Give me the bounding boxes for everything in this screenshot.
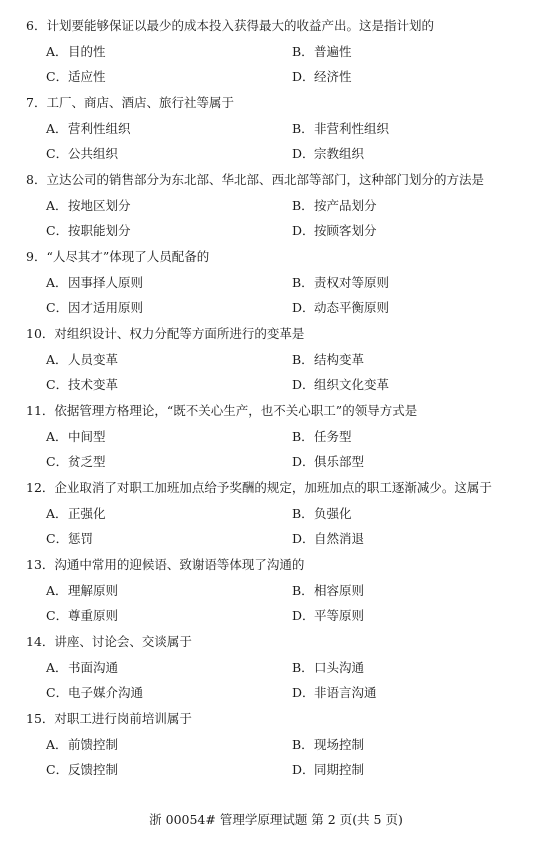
option-letter: D． [292, 300, 315, 315]
answer-option [46, 300, 143, 316]
option-letter: B． [292, 659, 314, 675]
option-letter: D． [292, 454, 315, 469]
option-letter: D． [292, 762, 315, 777]
option-letter: A． [46, 505, 68, 521]
option-text: 平等原则 [314, 608, 365, 623]
option-letter: C． [46, 300, 69, 315]
option-letter: A． [46, 197, 68, 213]
option-text: 因事择人原则 [68, 274, 144, 290]
option-text: 结构变革 [314, 351, 365, 367]
question-number: 14． [26, 634, 55, 649]
question-stem [26, 557, 546, 573]
option-text: 贫乏型 [68, 454, 106, 469]
option-letter: C． [46, 223, 69, 238]
question-text: 立达公司的销售部分为东北部、华北部、西北部等部门，这种部门划分的方法是 [46, 172, 484, 187]
option-text: 动态平衡原则 [314, 300, 390, 315]
question-number: 9． [26, 249, 47, 264]
answer-option [292, 660, 364, 676]
option-text: 负强化 [314, 505, 352, 521]
question-stem [26, 711, 546, 727]
answer-option [46, 69, 106, 85]
question-text: 讲座、讨论会、交谈属于 [54, 634, 192, 649]
answer-option [46, 377, 118, 393]
option-text: 目的性 [68, 43, 106, 59]
option-letter: D． [292, 223, 315, 238]
answer-option [46, 121, 131, 137]
option-text: 现场控制 [314, 736, 365, 752]
option-letter: D． [292, 608, 315, 623]
question-stem [26, 480, 546, 496]
answer-option [292, 454, 364, 470]
option-letter: B． [292, 582, 314, 598]
question-number: 6． [26, 18, 47, 33]
answer-option [46, 583, 118, 599]
question-stem [26, 249, 546, 265]
question-text: 依据管理方格理论，“既不关心生产，也不关心职工”的领导方式是 [54, 403, 418, 418]
option-letter: B． [292, 428, 314, 444]
option-text: 同期控制 [314, 762, 365, 777]
option-text: 俱乐部型 [314, 454, 365, 469]
answer-option [292, 146, 364, 162]
answer-option [292, 608, 364, 624]
answer-option [292, 121, 389, 137]
option-text: 因才适用原则 [68, 300, 144, 315]
answer-option [46, 608, 118, 624]
option-letter: A． [46, 582, 68, 598]
option-letter: C． [46, 762, 69, 777]
answer-option [46, 223, 131, 239]
answer-option [292, 44, 352, 60]
option-letter: C． [46, 608, 69, 623]
option-text: 任务型 [314, 428, 352, 444]
answer-option [292, 429, 352, 445]
question-number: 12． [26, 480, 55, 495]
option-text: 非语言沟通 [314, 685, 377, 700]
question-text: “人尽其才”体现了人员配备的 [46, 249, 210, 264]
option-text: 正强化 [68, 505, 106, 521]
answer-option [46, 737, 118, 753]
option-text: 书面沟通 [68, 659, 119, 675]
answer-option [46, 660, 118, 676]
answer-option [292, 198, 377, 214]
question-text: 工厂、商店、酒店、旅行社等属于 [46, 95, 234, 110]
question-number: 10． [26, 326, 55, 341]
option-text: 口头沟通 [314, 659, 365, 675]
option-letter: A． [46, 120, 68, 136]
option-letter: B． [292, 120, 314, 136]
answer-option [292, 762, 364, 778]
question-text: 对职工进行岗前培训属于 [54, 711, 192, 726]
option-letter: C． [46, 531, 69, 546]
option-text: 人员变革 [68, 351, 119, 367]
page-footer: 浙 00054# 管理学原理试题 第 2 页(共 5 页) [149, 812, 403, 827]
answer-option [46, 352, 118, 368]
question-stem [26, 326, 546, 342]
answer-option [292, 275, 389, 291]
question-stem [26, 18, 546, 34]
answer-option [292, 506, 352, 522]
option-text: 经济性 [314, 69, 352, 84]
question-stem [26, 634, 546, 650]
option-text: 理解原则 [68, 582, 119, 598]
option-text: 自然消退 [314, 531, 365, 546]
answer-option [46, 146, 118, 162]
question-stem [26, 95, 546, 111]
answer-option [46, 685, 143, 701]
option-letter: B． [292, 274, 314, 290]
question-number: 8． [26, 172, 47, 187]
option-letter: D． [292, 146, 315, 161]
option-letter: B． [292, 43, 314, 59]
option-letter: B． [292, 505, 314, 521]
option-letter: D． [292, 685, 315, 700]
option-text: 按职能划分 [68, 223, 131, 238]
option-text: 前馈控制 [68, 736, 119, 752]
option-letter: A． [46, 428, 68, 444]
option-text: 技术变革 [68, 377, 119, 392]
answer-option [292, 300, 389, 316]
option-letter: A． [46, 736, 68, 752]
answer-option [292, 223, 377, 239]
question-text: 计划要能够保证以最少的成本投入获得最大的收益产出。这是指计划的 [46, 18, 434, 33]
option-text: 惩罚 [68, 531, 94, 546]
option-letter: C． [46, 146, 69, 161]
answer-option [46, 506, 106, 522]
answer-option [292, 737, 364, 753]
question-text: 沟通中常用的迎候语、致谢语等体现了沟通的 [54, 557, 305, 572]
answer-option [46, 454, 106, 470]
option-letter: D． [292, 377, 315, 392]
option-letter: C． [46, 69, 69, 84]
answer-option [292, 583, 364, 599]
answer-option [292, 352, 364, 368]
option-letter: D． [292, 69, 315, 84]
option-text: 中间型 [68, 428, 106, 444]
option-letter: B． [292, 736, 314, 752]
question-text: 企业取消了对职工加班加点给予奖酬的规定，加班加点的职工逐渐减少。这属于 [54, 480, 492, 495]
option-text: 反馈控制 [68, 762, 119, 777]
option-letter: B． [292, 197, 314, 213]
option-text: 普遍性 [314, 43, 352, 59]
question-number: 13． [26, 557, 55, 572]
question-number: 15． [26, 711, 55, 726]
answer-option [46, 44, 106, 60]
answer-option [292, 685, 377, 701]
option-text: 尊重原则 [68, 608, 119, 623]
option-text: 相容原则 [314, 582, 365, 598]
option-text: 适应性 [68, 69, 106, 84]
option-letter: A． [46, 351, 68, 367]
option-letter: C． [46, 685, 69, 700]
option-text: 按地区划分 [68, 197, 131, 213]
option-text: 电子媒介沟通 [68, 685, 144, 700]
answer-option [46, 531, 93, 547]
option-letter: A． [46, 274, 68, 290]
option-text: 按顾客划分 [314, 223, 377, 238]
option-letter: D． [292, 531, 315, 546]
answer-option [46, 762, 118, 778]
question-number: 11． [26, 403, 55, 418]
answer-option [46, 198, 131, 214]
question-stem [26, 403, 546, 419]
option-letter: C． [46, 454, 69, 469]
option-text: 责权对等原则 [314, 274, 390, 290]
answer-option [292, 531, 364, 547]
option-text: 宗教组织 [314, 146, 365, 161]
option-text: 营利性组织 [68, 120, 131, 136]
option-text: 非营利性组织 [314, 120, 390, 136]
question-stem [26, 172, 546, 188]
question-number: 7． [26, 95, 47, 110]
question-text: 对组织设计、权力分配等方面所进行的变革是 [54, 326, 305, 341]
answer-option [46, 429, 106, 445]
answer-option [292, 69, 352, 85]
option-letter: B． [292, 351, 314, 367]
option-letter: A． [46, 659, 68, 675]
option-text: 按产品划分 [314, 197, 377, 213]
option-text: 公共组织 [68, 146, 119, 161]
answer-option [46, 275, 143, 291]
option-letter: C． [46, 377, 69, 392]
answer-option [292, 377, 389, 393]
option-text: 组织文化变革 [314, 377, 390, 392]
option-letter: A． [46, 43, 68, 59]
